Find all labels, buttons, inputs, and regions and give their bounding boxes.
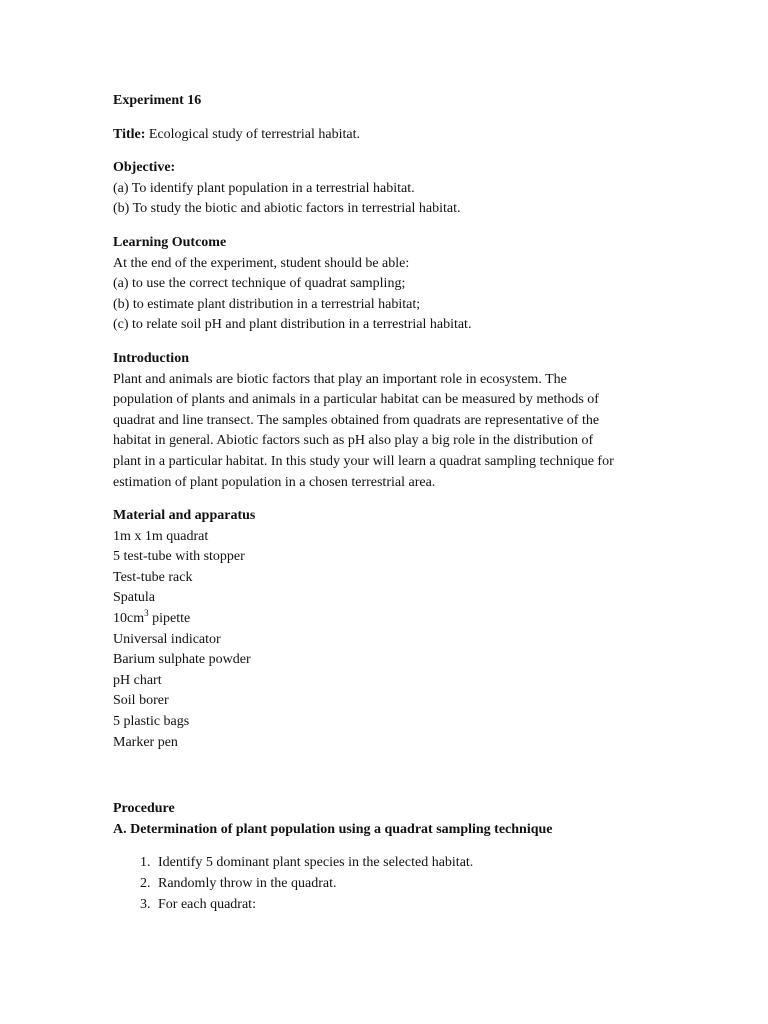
objective-heading: Objective: <box>113 160 176 176</box>
introduction-section <box>113 349 673 493</box>
material-item: pH chart <box>113 672 162 688</box>
material-item: 1m x 1m quadrat <box>113 528 209 544</box>
introduction-line: habitat in general. Abiotic factors such as pH also play a big role in the distribution of <box>113 433 594 449</box>
step-number: 3. <box>140 896 151 912</box>
pipette-superscript: 3 <box>144 608 149 619</box>
introduction-line: plant in a particular habitat. In this study your will learn a quadrat sampling technique for <box>113 453 614 469</box>
material-item: Marker pen <box>113 734 178 750</box>
step-number: 2. <box>140 876 151 891</box>
document-page <box>113 91 673 915</box>
material-item: Soil borer <box>113 693 169 709</box>
introduction-line: Plant and animals are biotic factors that play an important role in ecosystem. The <box>113 371 567 387</box>
step-number: 1. <box>140 855 151 871</box>
material-item: Barium sulphate powder <box>113 652 251 668</box>
material-item: Spatula <box>113 590 155 606</box>
introduction-heading: Introduction <box>113 350 189 366</box>
learning-outcome-item: (c) to relate soil pH and plant distribution in a terrestrial habitat. <box>113 317 472 333</box>
materials-heading: Material and apparatus <box>113 508 256 524</box>
material-item: 5 test-tube with stopper <box>113 549 245 565</box>
materials-section <box>113 506 673 753</box>
title-text: Ecological study of terrestrial habitat. <box>145 126 360 142</box>
introduction-line: estimation of plant population in a chosen terrestrial area. <box>113 474 436 490</box>
title-line <box>113 125 673 146</box>
learning-outcome-item: (a) to use the correct technique of quadrat sampling; <box>113 276 406 292</box>
objective-section <box>113 158 673 220</box>
step-text: Randomly throw in the quadrat. <box>158 876 337 891</box>
step-text: For each quadrat: <box>158 896 256 912</box>
step-text: Identify 5 dominant plant species in the selected habitat. <box>158 855 474 871</box>
objective-item: (a) To identify plant population in a terrestrial habitat. <box>113 180 415 196</box>
list-item <box>113 895 673 916</box>
learning-outcome-intro: At the end of the experiment, student should be able: <box>113 255 410 271</box>
pipette-volume: 10cm <box>113 611 145 627</box>
material-item: 5 plastic bags <box>113 714 190 730</box>
learning-outcome-section <box>113 233 673 336</box>
learning-outcome-item: (b) to estimate plant distribution in a terrestrial habitat; <box>113 296 421 312</box>
list-item <box>113 853 673 874</box>
procedure-section-a: A. Determination of plant population using a quadrat sampling technique <box>113 821 553 837</box>
material-item: Universal indicator <box>113 631 221 647</box>
introduction-line: population of plants and animals in a particular habitat can be measured by methods of <box>113 392 599 408</box>
learning-outcome-heading: Learning Outcome <box>113 234 227 250</box>
material-item: Test-tube rack <box>113 569 193 585</box>
material-item-pipette <box>113 609 673 630</box>
procedure-steps <box>113 853 673 915</box>
list-item <box>113 874 673 895</box>
procedure-section <box>113 799 673 915</box>
objective-item: (b) To study the biotic and abiotic factors in terrestrial habitat. <box>113 201 461 217</box>
introduction-line: quadrat and line transect. The samples obtained from quadrats are representative of the <box>113 412 600 428</box>
title-label: Title: <box>113 126 146 142</box>
pipette-label: pipette <box>148 611 191 627</box>
experiment-number: Experiment 16 <box>113 93 202 108</box>
procedure-heading: Procedure <box>113 801 175 817</box>
